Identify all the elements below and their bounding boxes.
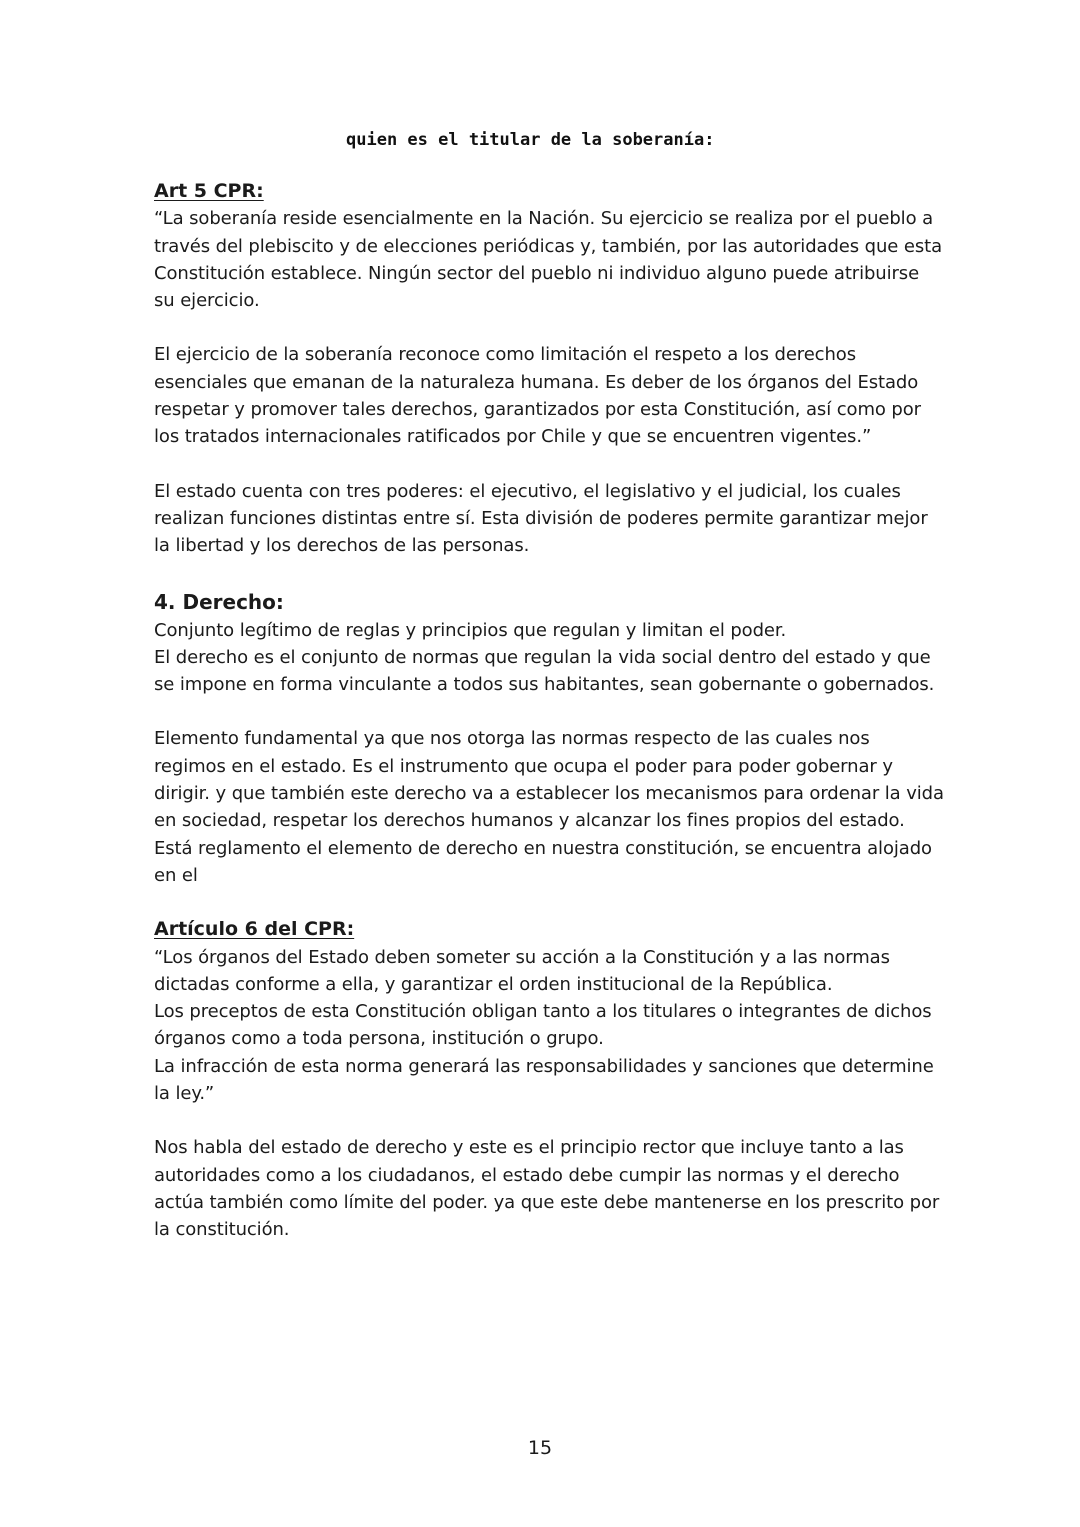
art5-paragraph-1: “La soberanía reside esencialmente en la Nación. Su ejercicio se realiza por el pueblo a través del plebiscito y de elecciones periódicas y, también, por las autoridades que esta Constitución establece. Ningún sector del pueblo ni individuo alguno puede atribuirse su ejercicio. [154, 208, 943, 312]
art5-paragraph-2: El ejercicio de la soberanía reconoce como limitación el respeto a los derechos esenciales que emanan de la naturaleza humana. Es deber de los órganos del Estado respetar y promover tales derechos, garantizados por esta Constitución, así como por los tratados internacionales ratificados por Chile y que se encuentren vigentes.” [154, 344, 921, 448]
derecho-line-1: Conjunto legítimo de reglas y principios que regulan y limitan el poder. [154, 619, 787, 641]
art6-line-1: “Los órganos del Estado deben someter su acción a la Constitución y a las normas dictadas conforme a ella, y garantizar el orden institucional de la República. [154, 946, 890, 995]
art5-title: Art 5 CPR: [154, 180, 264, 202]
derecho-line-2: El derecho es el conjunto de normas que regulan la vida social dentro del estado y que se impone en forma vinculante a todos sus habitantes, sean gobernante o gobernados. [154, 646, 935, 696]
art6-line-2: Los preceptos de esta Constitución obligan tanto a los titulares o integrantes de dichos órganos como a toda persona, institución o grupo. [154, 1001, 932, 1050]
art6-title: Artículo 6 del CPR: [154, 918, 355, 941]
page-number: 15 [527, 1437, 553, 1459]
section-title-derecho: 4. Derecho: [154, 589, 284, 614]
powers-paragraph: El estado cuenta con tres poderes: el ejecutivo, el legislativo y el judicial, los cuales realizan funciones distintas entre sí. Esta división de poderes permite garantizar mejor la libertad y los derechos de las personas. [154, 480, 928, 557]
page-content [154, 178, 944, 1244]
page-heading: quien es el titular de la soberanía: [346, 130, 715, 150]
art6-paragraph-2: Nos habla del estado de derecho y este es el principio rector que incluye tanto a las autoridades como a los ciudadanos, el estado debe cumpir las normas y el derecho actúa también como límite del poder. ya que este debe mantenerse en los prescrito por la constitución. [154, 1137, 940, 1241]
derecho-paragraph-3: Está reglamento el elemento de derecho en nuestra constitución, se encuentra alojado en el [154, 837, 932, 886]
derecho-paragraph-2: Elemento fundamental ya que nos otorga las normas respecto de las cuales nos regimos en el estado. Es el instrumento que ocupa el poder para poder gobernar y dirigir. y que también este derecho va a establecer los mecanismos para ordenar la vida en sociedad, respetar los derechos humanos y alcanzar los fines propios del estado. [154, 728, 944, 832]
art6-line-3: La infracción de esta norma generará las responsabilidades y sanciones que determine la ley.” [154, 1055, 934, 1105]
